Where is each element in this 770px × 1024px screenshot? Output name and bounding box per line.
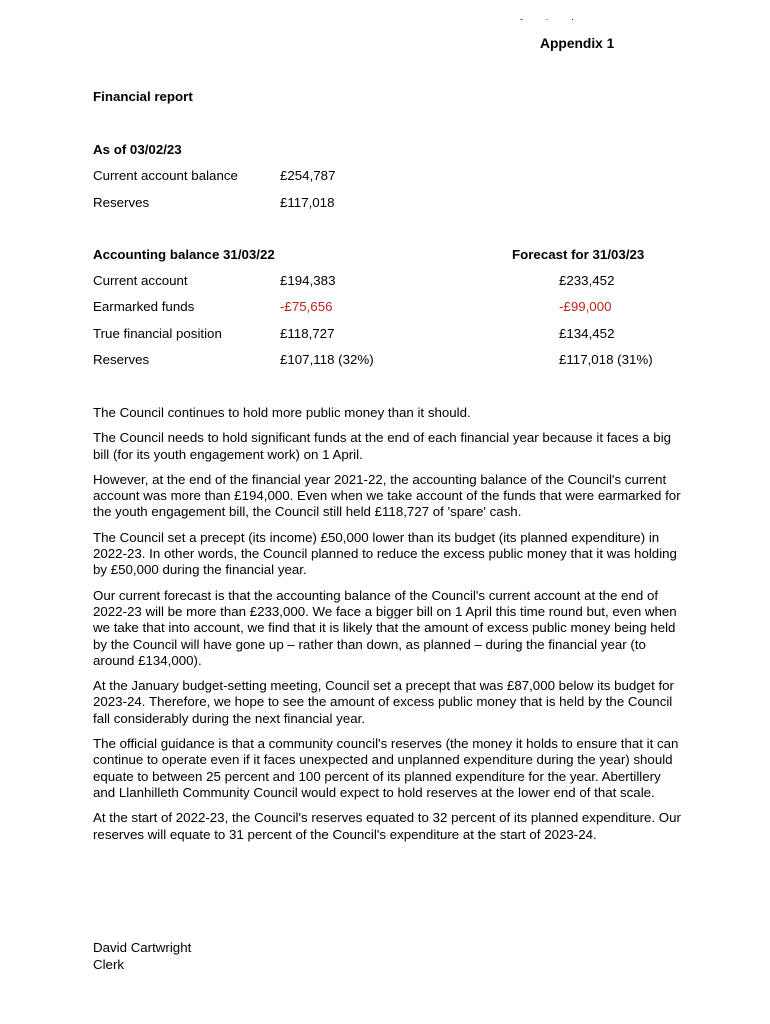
reserves-value: £117,018 xyxy=(280,195,335,210)
paragraph-5: Our current forecast is that the accounting balance of the Council's current account at the end of 2022-23 will be more than £233,000. We face a bigger bill on 1 April this time round but, even when we take that into account, we find that it is likely that the amount of excess public money being held by the Council will have gone up – rather than down, as planned – during the financial year (to around £134,000). xyxy=(93,587,677,668)
body-text xyxy=(93,405,683,843)
accounting-heading: Accounting balance 31/03/22 xyxy=(93,247,275,262)
true-financial-position-label: True financial position xyxy=(93,326,222,341)
paragraph-6: At the January budget-setting meeting, Council set a precept that was £87,000 below its budget for 2023-24. Therefore, we hope to see the amount of excess public money that is held by the Council fall considerably during the next financial year. xyxy=(93,678,674,726)
appendix-label: Appendix 1 xyxy=(540,36,615,51)
paragraph-8: At the start of 2022-23, the Council's reserves equated to 32 percent of its planned expenditure. Our reserves will equate to 31 percent of the Council's expenditure at the start of 2023-24. xyxy=(93,810,681,842)
reserves-label: Reserves xyxy=(93,195,150,210)
accounting-reserves-forecast: £117,018 (31%) xyxy=(559,352,653,367)
earmarked-funds-label: Earmarked funds xyxy=(93,299,195,314)
accounting-reserves-label: Reserves xyxy=(93,352,150,367)
current-account-label: Current account xyxy=(93,273,188,288)
paragraph-4: The Council set a precept (its income) £50,000 lower than its budget (its planned expenditure) in 2022-23. In other words, the Council planned to reduce the excess public money that it was holding by £50,000 during the financial year. xyxy=(93,529,677,578)
forecast-heading: Forecast for 31/03/23 xyxy=(512,247,645,262)
signature-name: David Cartwright xyxy=(93,940,192,955)
current-account-balance-value: £254,787 xyxy=(280,168,336,183)
earmarked-funds-forecast: -£99,000 xyxy=(559,299,612,314)
as-of-heading: As of 03/02/23 xyxy=(93,142,182,157)
report-title: Financial report xyxy=(93,89,193,104)
paragraph-1: The Council continues to hold more public money than it should. xyxy=(93,405,471,420)
header-marks: - · · xyxy=(520,14,584,24)
current-account-balance-label: Current account balance xyxy=(93,168,238,183)
paragraph-2: The Council needs to hold significant funds at the end of each financial year because it faces a big bill (for its youth engagement work) on 1 April. xyxy=(93,430,672,462)
earmarked-funds-value: -£75,656 xyxy=(280,299,333,314)
signature-role: Clerk xyxy=(93,957,125,972)
current-account-value: £194,383 xyxy=(280,273,336,288)
true-financial-position-forecast: £134,452 xyxy=(559,326,615,341)
accounting-reserves-value: £107,118 (32%) xyxy=(280,352,374,367)
current-account-forecast: £233,452 xyxy=(559,273,615,288)
true-financial-position-value: £118,727 xyxy=(280,326,335,341)
paragraph-3: However, at the end of the financial year 2021-22, the accounting balance of the Council's current account was more than £194,000. Even when we take account of the funds that were earmarked for the youth engagement bill, the Council still held £118,727 of 'spare' cash. xyxy=(93,471,681,520)
paragraph-7: The official guidance is that a community council's reserves (the money it holds to ensure that it can continue to operate even if it faces unexpected and unplanned expenditure during the year) should equate to between 25 percent and 100 percent of its planned expenditure for the year. Abertillery and Llanhilleth Community Council would expect to hold reserves at the lower end of that scale. xyxy=(93,736,679,800)
